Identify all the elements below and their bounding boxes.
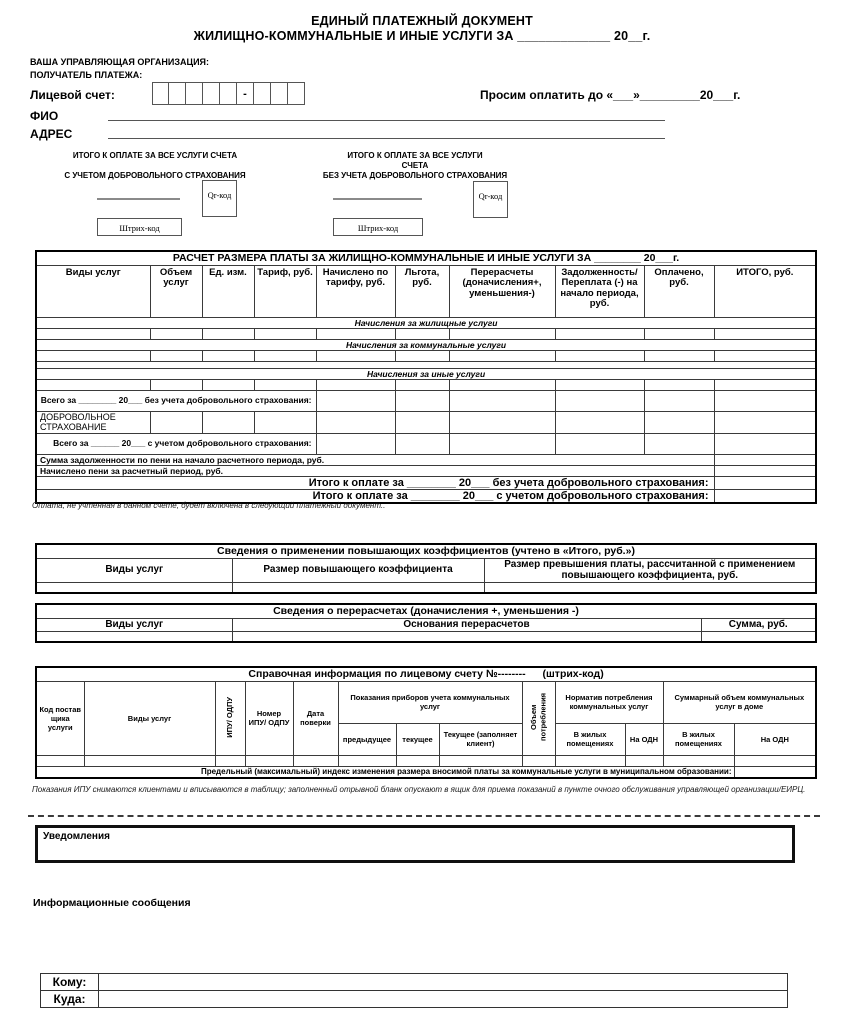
table-cell <box>714 476 816 489</box>
total-with-insurance-label: Всего за ______ 20___ с учетом добровольного страхования: <box>36 433 316 454</box>
account-digit-box[interactable] <box>288 82 305 105</box>
coefficients-header-row <box>36 558 816 582</box>
table-cell <box>522 755 555 766</box>
section-communal-services: Начисления за коммунальные услуги <box>36 339 816 350</box>
delivery-where-label: Куда: <box>41 991 99 1008</box>
recalculations-table <box>35 603 817 643</box>
delivery-to-row <box>41 974 788 991</box>
delivery-to-value[interactable] <box>99 974 788 991</box>
table-cell <box>644 328 714 339</box>
table-row <box>36 350 816 361</box>
qr-code-left: Qr-код <box>202 180 237 217</box>
delivery-where-row <box>41 991 788 1008</box>
table-cell <box>714 328 816 339</box>
table-cell <box>316 411 395 433</box>
table-cell <box>293 755 338 766</box>
group-header-total-volume: Суммарный объем коммунальных услуг в доме <box>663 681 816 723</box>
col-header-meter-number: Номер ИПУ/ ОДПУ <box>245 681 293 755</box>
info-messages-label: Информационные сообщения <box>33 897 191 909</box>
grand-total-with-insurance-label: Итого к оплате за ________ 20___ с учетом добровольного страхования: <box>36 489 714 503</box>
table-row <box>36 379 816 390</box>
table-cell <box>36 379 150 390</box>
total-without-insurance-line1: ИТОГО К ОПЛАТЕ ЗА ВСЕ УСЛУГИ <box>347 151 483 160</box>
table-cell <box>150 379 202 390</box>
col-header-sum: Сумма, руб. <box>701 618 816 631</box>
table-cell <box>449 433 555 454</box>
delivery-where-value[interactable] <box>99 991 788 1008</box>
charges-table-title: РАСЧЕТ РАЗМЕРА ПЛАТЫ ЗА ЖИЛИЩНО-КОММУНАЛЬНЫЕ И ИНЫЕ УСЛУГИ ЗА ________ 20___г. <box>36 251 816 265</box>
table-cell <box>36 755 84 766</box>
address-input-line[interactable] <box>108 126 665 139</box>
total-with-insurance-line1: ИТОГО К ОПЛАТЕ ЗА ВСЕ УСЛУГИ СЧЕТА <box>72 151 238 160</box>
col-header-supplier-code: Код постав щика услуги <box>36 681 84 755</box>
table-cell <box>555 755 625 766</box>
col-header-service-types: Виды услуг <box>36 558 232 582</box>
account-digit-box[interactable] <box>254 82 271 105</box>
table-cell <box>714 379 816 390</box>
table-cell <box>555 379 644 390</box>
table-cell <box>395 411 449 433</box>
col-header-service-types: Виды услуг <box>84 681 215 755</box>
table-cell <box>316 433 395 454</box>
col-header-volume: Объем услуг <box>150 265 202 317</box>
table-row <box>36 631 816 642</box>
table-cell <box>484 582 816 593</box>
total-with-insurance-line2: С УЧЕТОМ ДОБРОВОЛЬНОГО СТРАХОВАНИЯ <box>64 171 246 180</box>
group-header-meter-readings: Показания приборов учета коммунальных услуг <box>338 681 522 723</box>
voluntary-insurance-label: ДОБРОВОЛЬНОЕ СТРАХОВАНИЕ <box>36 411 150 433</box>
table-cell <box>254 411 316 433</box>
table-row <box>36 328 816 339</box>
table-cell <box>714 433 816 454</box>
table-cell <box>449 390 555 411</box>
table-cell <box>396 755 439 766</box>
col-header-paid: Оплачено, руб. <box>644 265 714 317</box>
max-index-row <box>36 766 816 778</box>
coefficients-table-title: Сведения о применении повышающих коэффициентов (учтено в «Итого, руб.») <box>36 544 816 558</box>
account-digit-box[interactable] <box>203 82 220 105</box>
meter-readings-footnote: Показания ИПУ снимаются клиентами и вписываются в таблицу; заполненный отрывной бланк опускают в ящик для приема показаний в пункте очного обслуживания управляющей организации/ЕИРЦ. <box>32 785 806 794</box>
table-cell <box>395 328 449 339</box>
section-other-services: Начисления за иные услуги <box>36 368 816 379</box>
account-digit-box[interactable] <box>169 82 186 105</box>
penalty-debt-row <box>36 454 816 465</box>
max-index-label: Предельный (максимальный) индекс изменения размера вносимой платы за коммунальные услуги в муниципальном образовании: <box>36 766 734 778</box>
table-cell <box>202 379 254 390</box>
penalty-accrued-label: Начислено пени за расчетный период, руб. <box>36 465 714 476</box>
total-with-insurance-title <box>35 151 275 181</box>
table-cell <box>36 328 150 339</box>
total-without-insurance-row <box>36 390 816 411</box>
total-without-insurance-title <box>300 151 530 181</box>
col-header-tariff: Тариф, руб. <box>254 265 316 317</box>
table-cell <box>254 350 316 361</box>
table-cell <box>714 465 816 476</box>
table-cell <box>316 379 395 390</box>
charges-header-row <box>36 265 816 317</box>
reference-info-title-suffix: (штрих-код) <box>542 668 604 681</box>
recalculations-table-title: Сведения о перерасчетах (доначисления +, уменьшения -) <box>36 604 816 618</box>
table-cell <box>338 755 396 766</box>
table-cell <box>714 411 816 433</box>
col-header-residential-2: В жилых помещениях <box>663 723 734 755</box>
cut-line <box>28 815 820 817</box>
table-cell <box>202 328 254 339</box>
fio-input-line[interactable] <box>108 108 665 121</box>
table-cell <box>644 433 714 454</box>
notifications-box[interactable] <box>35 825 795 863</box>
account-digit-box[interactable] <box>152 82 169 105</box>
table-cell <box>395 350 449 361</box>
table-cell <box>644 411 714 433</box>
table-cell <box>245 755 293 766</box>
table-cell <box>316 350 395 361</box>
table-cell <box>150 411 202 433</box>
total-without-insurance-label: Всего за ________ 20___ без учета добровольного страхования: <box>36 390 316 411</box>
table-cell <box>555 328 644 339</box>
total-without-insurance-sum-line[interactable] <box>333 198 422 200</box>
barcode-right: Штрих-код <box>333 218 423 236</box>
coefficients-table <box>35 543 817 594</box>
col-header-consumption-volume: Объем потребления <box>522 681 555 755</box>
col-header-odn-1: На ОДН <box>625 723 663 755</box>
table-cell <box>254 379 316 390</box>
voluntary-insurance-row <box>36 411 816 433</box>
charges-table <box>35 250 817 504</box>
reference-info-title-text: Справочная информация по лицевому счету №-------- <box>248 668 526 681</box>
table-cell <box>150 350 202 361</box>
reference-header-row-1 <box>36 681 816 723</box>
table-cell <box>150 328 202 339</box>
grand-total-without-insurance-label: Итого к оплате за ________ 20___ без учета добровольного страхования: <box>36 476 714 489</box>
table-cell <box>714 489 816 503</box>
table-cell <box>625 755 663 766</box>
table-cell <box>316 328 395 339</box>
table-cell <box>395 379 449 390</box>
table-row <box>36 582 816 593</box>
recalculations-header-row <box>36 618 816 631</box>
payee-label: ПОЛУЧАТЕЛЬ ПЛАТЕЖА: <box>30 70 143 80</box>
total-with-insurance-row <box>36 433 816 454</box>
table-cell <box>215 755 245 766</box>
table-cell <box>316 390 395 411</box>
table-cell <box>449 379 555 390</box>
table-cell <box>663 755 734 766</box>
reference-info-table <box>35 666 817 779</box>
table-cell <box>714 454 816 465</box>
col-header-service-types: Виды услуг <box>36 618 232 631</box>
spacer-row <box>36 361 816 368</box>
col-header-service-types: Виды услуг <box>36 265 150 317</box>
col-header-total: ИТОГО, руб. <box>714 265 816 317</box>
account-digit-box[interactable] <box>186 82 203 105</box>
account-separator-box: - <box>237 82 254 105</box>
col-header-odn-2: На ОДН <box>734 723 816 755</box>
table-cell <box>449 411 555 433</box>
table-cell <box>644 390 714 411</box>
total-with-insurance-sum-line[interactable] <box>97 198 180 200</box>
table-cell <box>555 350 644 361</box>
penalty-debt-label: Сумма задолженности по пени на начало расчетного периода, руб. <box>36 454 714 465</box>
account-digit-box[interactable] <box>271 82 288 105</box>
document-subtitle: ЖИЛИЩНО-КОММУНАЛЬНЫЕ И ИНЫЕ УСЛУГИ ЗА _____________ 20__г. <box>193 29 651 43</box>
managing-org-label: ВАША УПРАВЛЯЮЩАЯ ОРГАНИЗАЦИЯ: <box>30 57 210 67</box>
table-cell <box>734 766 816 778</box>
barcode-left: Штрих-код <box>97 218 182 236</box>
col-header-accrued: Начислено по тарифу, руб. <box>316 265 395 317</box>
table-cell <box>84 755 215 766</box>
col-header-current-client: Текущее (заполняет клиент) <box>439 723 522 755</box>
col-header-benefit: Льгота, руб. <box>395 265 449 317</box>
table-cell <box>644 379 714 390</box>
total-without-insurance-line2: СЧЕТА <box>401 161 429 170</box>
col-header-unit: Ед. изм. <box>202 265 254 317</box>
table-cell <box>202 411 254 433</box>
group-header-consumption-norm: Норматив потребления коммунальных услуг <box>555 681 663 723</box>
table-row <box>36 755 816 766</box>
col-header-recalc-basis: Основания перерасчетов <box>232 618 701 631</box>
col-header-ipu-odpu: ИПУ/ ОДПУ <box>215 681 245 755</box>
notifications-label: Уведомления <box>43 831 110 842</box>
account-number-label: Лицевой счет: <box>30 88 115 102</box>
table-cell <box>449 350 555 361</box>
table-cell <box>644 350 714 361</box>
document-title: ЕДИНЫЙ ПЛАТЕЖНЫЙ ДОКУМЕНТ <box>311 14 533 28</box>
col-header-check-date: Дата поверки <box>293 681 338 755</box>
table-cell <box>555 433 644 454</box>
table-cell <box>439 755 522 766</box>
fio-label: ФИО <box>30 109 59 123</box>
table-cell <box>395 390 449 411</box>
table-cell <box>254 328 316 339</box>
col-header-coefficient: Размер повышающего коэффициента <box>232 558 484 582</box>
table-cell <box>232 582 484 593</box>
col-header-residential-1: В жилых помещениях <box>555 723 625 755</box>
delivery-to-label: Кому: <box>41 974 99 991</box>
spacer <box>35 161 275 171</box>
reference-info-title <box>36 667 816 681</box>
col-header-previous: предыдущее <box>338 723 396 755</box>
col-header-debt: Задолженность/Переплата (-) на начало периода, руб. <box>555 265 644 317</box>
table-cell <box>449 328 555 339</box>
table-cell <box>555 390 644 411</box>
account-number-boxes <box>152 82 305 105</box>
table-cell <box>36 582 232 593</box>
table-cell <box>714 390 816 411</box>
table-cell <box>555 411 644 433</box>
payment-footnote: Оплата, не учтенная в данном счете, будет включена в следующий платежный документ.. <box>32 501 386 510</box>
account-digit-box[interactable] <box>220 82 237 105</box>
table-cell <box>36 350 150 361</box>
table-cell <box>202 350 254 361</box>
table-cell <box>701 631 816 642</box>
col-header-recalc: Перерасчеты (доначисления+, уменьшения-) <box>449 265 555 317</box>
col-header-excess-payment: Размер превышения платы, рассчитанной с применением повышающего коэффициента, руб. <box>484 558 816 582</box>
delivery-table <box>40 973 788 1008</box>
table-cell <box>232 631 701 642</box>
grand-total-without-insurance-row <box>36 476 816 489</box>
table-cell <box>714 350 816 361</box>
col-header-current: текущее <box>396 723 439 755</box>
address-label: АДРЕС <box>30 127 73 141</box>
qr-code-right: Qr-код <box>473 181 508 218</box>
table-cell <box>36 631 232 642</box>
section-housing-services: Начисления за жилищные услуги <box>36 317 816 328</box>
total-without-insurance-line3: БЕЗ УЧЕТА ДОБРОВОЛЬНОГО СТРАХОВАНИЯ <box>322 171 508 180</box>
penalty-accrued-row <box>36 465 816 476</box>
pay-due-label: Просим оплатить до «___»_________20___г. <box>480 88 741 102</box>
table-cell <box>395 433 449 454</box>
table-cell <box>734 755 816 766</box>
